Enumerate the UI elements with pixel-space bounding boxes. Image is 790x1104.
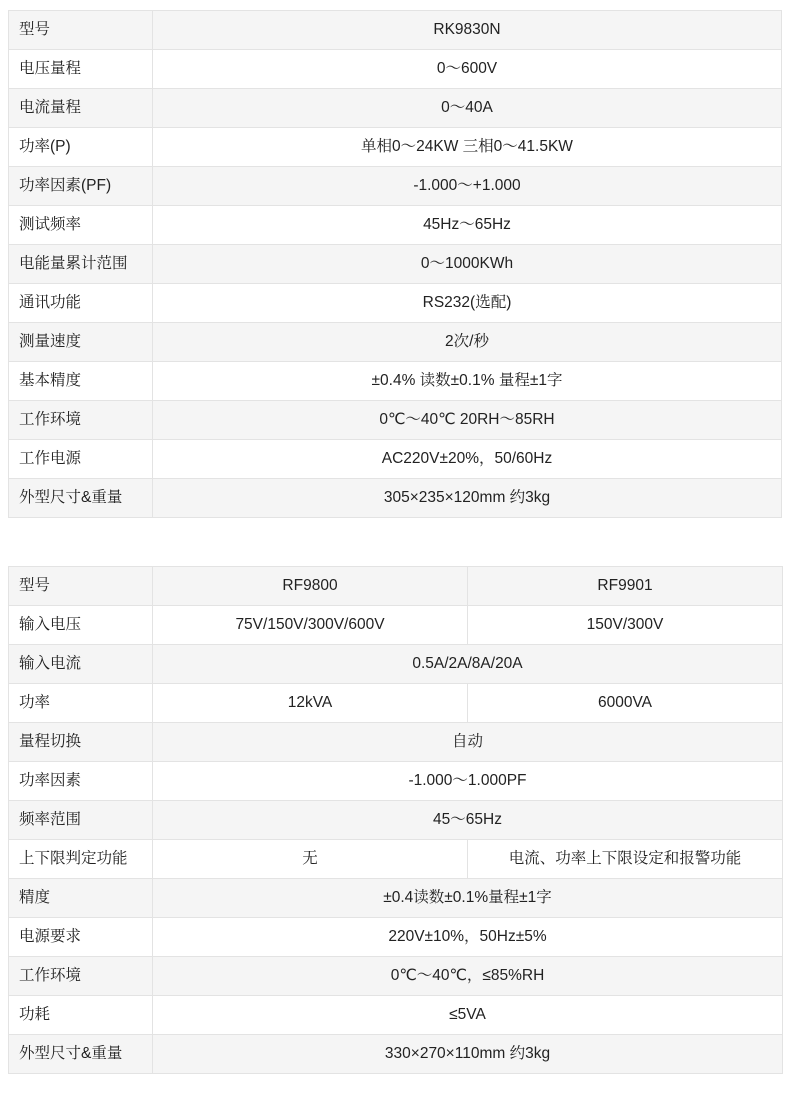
table-row <box>9 957 783 996</box>
table-row <box>9 323 782 362</box>
table-row <box>9 996 783 1035</box>
row-value: RS232(选配) <box>153 284 782 323</box>
row-value-merged: 330×270×110mm 约3kg <box>153 1035 783 1074</box>
table-row <box>9 50 782 89</box>
table-row <box>9 606 783 645</box>
rf9800-rf9901-spec-table <box>8 566 783 1074</box>
row-label: 外型尺寸&重量 <box>9 1035 153 1074</box>
table-separator <box>8 518 782 566</box>
row-label: 通讯功能 <box>9 284 153 323</box>
table-row <box>9 801 783 840</box>
row-value-col1: 12kVA <box>153 684 468 723</box>
row-label: 功率 <box>9 684 153 723</box>
row-label: 上下限判定功能 <box>9 840 153 879</box>
row-label: 外型尺寸&重量 <box>9 479 153 518</box>
row-value-merged: 45～65Hz <box>153 801 783 840</box>
row-label: 工作环境 <box>9 957 153 996</box>
row-value: 0℃～40℃ 20RH～85RH <box>153 401 782 440</box>
table-row <box>9 245 782 284</box>
row-value: 0～40A <box>153 89 782 128</box>
table-row <box>9 479 782 518</box>
row-label: 输入电压 <box>9 606 153 645</box>
row-label: 功耗 <box>9 996 153 1035</box>
row-value: 单相0～24KW 三相0～41.5KW <box>153 128 782 167</box>
row-label: 基本精度 <box>9 362 153 401</box>
table-row <box>9 89 782 128</box>
row-value: AC220V±20%，50/60Hz <box>153 440 782 479</box>
table-row <box>9 567 783 606</box>
row-value-merged: 自动 <box>153 723 783 762</box>
row-value-col2: RF9901 <box>468 567 783 606</box>
row-value-merged: -1.000～1.000PF <box>153 762 783 801</box>
row-value: 0～1000KWh <box>153 245 782 284</box>
row-label: 功率(P) <box>9 128 153 167</box>
table-row <box>9 723 783 762</box>
row-value-merged: ±0.4读数±0.1%量程±1字 <box>153 879 783 918</box>
row-label: 功率因素 <box>9 762 153 801</box>
table-row <box>9 206 782 245</box>
table-row <box>9 879 783 918</box>
table-row <box>9 284 782 323</box>
row-value-col1: 无 <box>153 840 468 879</box>
row-value: ±0.4% 读数±0.1% 量程±1字 <box>153 362 782 401</box>
row-label: 频率范围 <box>9 801 153 840</box>
row-label: 型号 <box>9 11 153 50</box>
row-value: 0～600V <box>153 50 782 89</box>
row-label: 功率因素(PF) <box>9 167 153 206</box>
row-value-col2: 6000VA <box>468 684 783 723</box>
row-value-merged: 0℃～40℃，≤85%RH <box>153 957 783 996</box>
table-row <box>9 401 782 440</box>
row-label: 测量速度 <box>9 323 153 362</box>
table-row <box>9 440 782 479</box>
row-value-col1: RF9800 <box>153 567 468 606</box>
row-value-col2: 电流、功率上下限设定和报警功能 <box>468 840 783 879</box>
row-label: 电源要求 <box>9 918 153 957</box>
row-label: 型号 <box>9 567 153 606</box>
row-label: 量程切换 <box>9 723 153 762</box>
row-value-col1: 75V/150V/300V/600V <box>153 606 468 645</box>
row-value-merged: 220V±10%，50Hz±5% <box>153 918 783 957</box>
row-label: 工作电源 <box>9 440 153 479</box>
table-row <box>9 362 782 401</box>
rk9830n-table-body <box>9 11 782 518</box>
row-label: 电压量程 <box>9 50 153 89</box>
row-label: 测试频率 <box>9 206 153 245</box>
rf9800-table-body <box>9 567 783 1074</box>
rk9830n-spec-table <box>8 10 782 518</box>
table-row <box>9 11 782 50</box>
row-value-merged: ≤5VA <box>153 996 783 1035</box>
row-label: 工作环境 <box>9 401 153 440</box>
table-row <box>9 1035 783 1074</box>
table-row <box>9 684 783 723</box>
table-row <box>9 167 782 206</box>
table-row <box>9 128 782 167</box>
row-label: 电能量累计范围 <box>9 245 153 284</box>
row-value-col2: 150V/300V <box>468 606 783 645</box>
row-value: 305×235×120mm 约3kg <box>153 479 782 518</box>
table-row <box>9 645 783 684</box>
row-label: 电流量程 <box>9 89 153 128</box>
row-value: 2次/秒 <box>153 323 782 362</box>
row-value: RK9830N <box>153 11 782 50</box>
row-label: 输入电流 <box>9 645 153 684</box>
table-row <box>9 918 783 957</box>
table-row <box>9 840 783 879</box>
row-value-merged: 0.5A/2A/8A/20A <box>153 645 783 684</box>
row-label: 精度 <box>9 879 153 918</box>
row-value: -1.000～+1.000 <box>153 167 782 206</box>
table-row <box>9 762 783 801</box>
row-value: 45Hz～65Hz <box>153 206 782 245</box>
